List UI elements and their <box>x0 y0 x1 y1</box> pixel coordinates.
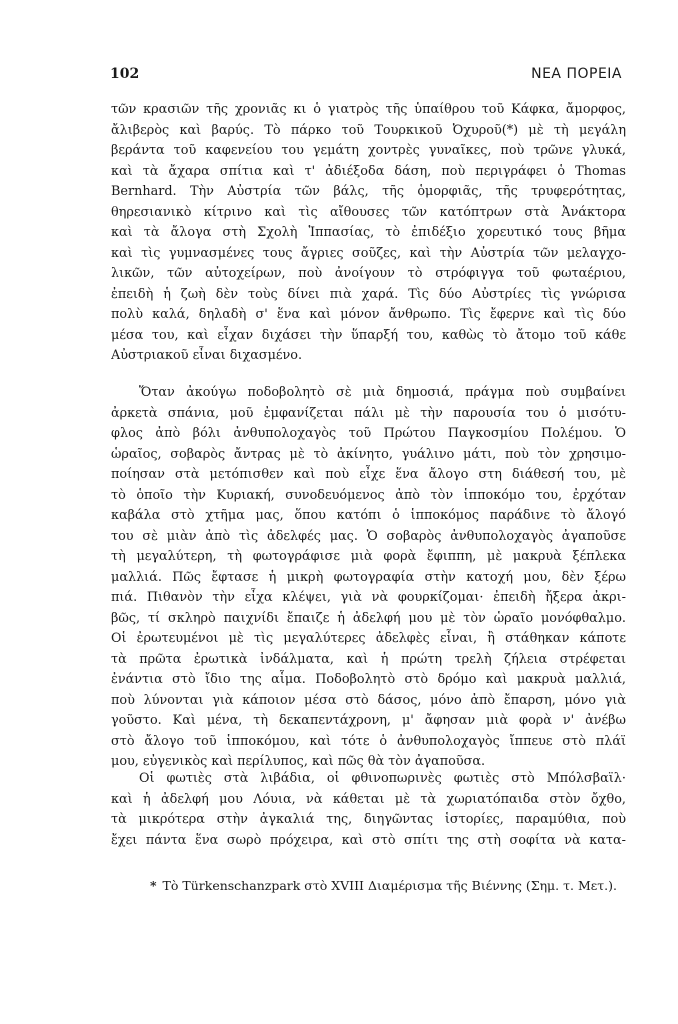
text-line: μέσα του, καὶ εἶχαν διχάσει τὴν ὕπαρξή του, καθὼς τὸ ἄτομο τοῦ κάθε <box>111 327 626 343</box>
text-line: καὶ τὶς γυμνασμένες τους ἄγριες σοῦζες, καὶ τὴν Αὐστρία τῶν μελαγχο- <box>111 245 626 261</box>
text-line: τὰ μικρότερα στὴν ἀγκαλιά της, διηγῶντας ἱστορίες, παραμύθια, ποὺ <box>111 812 626 827</box>
text-line: τῶν κρασιῶν τῆς χρονιᾶς κι ὁ γιατρὸς τῆς ὑπαίθρου τοῦ Κάφκα, ἄμορφος, <box>111 102 626 117</box>
text-line: μου, εὐγενικὸς καὶ περίλυπος, καὶ πῶς θὰ τὸν ἀγαποῦσα. <box>111 754 486 769</box>
text-line: του σὲ μιὰν ἀπὸ τὶς ἀδελφές μας. Ὁ σοβαρὸς ἀνθυπολοχαγὸς ἀγαποῦσε <box>111 528 626 544</box>
text-line: στὸ ἄλογο τοῦ ἱπποκόμου, καὶ τότε ὁ ἀνθυπολοχαγὸς ἴππευε στὸ πλάϊ <box>111 733 626 749</box>
text-line: Οἱ ἐρωτευμένοι μὲ τὶς μεγαλύτερες ἀδελφὲς εἶναι, ἢ στάθηκαν κάποτε <box>111 631 626 646</box>
text-line: Bernhard. Τὴν Αὐστρία τῶν βάλς, τῆς ὁμορφιᾶς, τῆς τρυφερότητας, <box>111 184 626 199</box>
text-line: καὶ τὰ ἄλογα στὴ Σχολὴ Ἱππασίας, τὸ ἐπιδέξιο χορευτικό τους βῆμα <box>111 225 626 240</box>
text-line: ἄλιβερὸς καὶ βαρύς. Τὸ πάρκο τοῦ Τουρκικοῦ Ὀχυροῦ(*) μὲ τὴ μεγάλη <box>111 122 626 138</box>
text-line: βεράντα τοῦ καφενείου του γεμάτη χοντρὲς γυναῖκες, ποὺ τρῶνε γλυκά, <box>111 143 626 158</box>
paragraph-1 <box>111 100 626 367</box>
running-head: ΝΕΑ ΠΟΡΕΙΑ <box>531 66 622 82</box>
paragraph-2 <box>111 383 626 773</box>
text-line: ποίησαν στὰ μετόπισθεν καὶ ποὺ εἶχε ἕνα ἄλογο στη διάθεσή του, μὲ <box>111 467 626 482</box>
text-line: ποὺ λύνονται γιὰ κάποιον μέσα στὸ δάσος, μόνο ἀπὸ ἔπαρση, μόνο γιὰ <box>111 692 626 708</box>
text-line: ἀρκετὰ σπάνια, μοῦ ἐμφανίζεται πάλι μὲ τὴν παρουσία του ὁ μισότυ- <box>111 405 626 421</box>
text-line: καὶ τὰ ἄχαρα σπίτια καὶ τ' ἀδιέξοδα δάση, ποὺ περιγράφει ὁ Thomas <box>111 163 626 179</box>
page-header <box>110 66 622 86</box>
text-line: λικῶν, τῶν αὐτοχείρων, ποὺ ἀνοίγουν τὸ στρόφιγγα τοῦ φωταέριου, <box>111 266 626 281</box>
text-line: ἔχει πάντα ἕνα σωρὸ πρόχειρα, καὶ στὸ σπίτι της στὴ σοφίτα νὰ κατα- <box>111 832 626 848</box>
text-line: ἐνάντια στὸ ἴδιο της αἷμα. Ποδοβολητὸ στὸ δρόμο καὶ μακρυὰ μαλλιά, <box>111 672 626 687</box>
text-line: τὴ μεγαλύτερη, τὴ φωτογράφισε μιὰ φορὰ ἔφιππη, μὲ μακρυὰ ξέπλεκα <box>111 549 626 564</box>
text-line: καὶ ἡ ἀδελφή μου Λόυια, νὰ κάθεται μὲ τὰ χωριατόπαιδα στὸν ὄχθο, <box>111 791 626 807</box>
footnote-marker: * <box>150 878 157 893</box>
text-line: θηρεσιανικὸ κίτρινο καὶ τὶς αἴθουσες τῶν κατόπτρων στὰ Ἀνάκτορα <box>111 204 626 220</box>
paragraph-3 <box>111 769 626 851</box>
text-line: Οἱ φωτιὲς στὰ λιβάδια, οἱ φθινοπωρινὲς φωτιὲς στὸ Μπόλσβαϊλ· <box>139 771 626 786</box>
text-line: καβάλα στὸ χτῆμα μας, ὅπου κατόπι ὁ ἱπποκόμος παράδινε τὸ ἄλογό <box>111 508 626 523</box>
page-number: 102 <box>110 66 140 82</box>
text-line: βῶς, τί σκληρὸ παιχνίδι ἔπαιζε ἡ ἀδελφή μου μὲ τὸν ὡραῖο μονόφθαλμο. <box>111 610 626 626</box>
text-line: τὰ πρῶτα ἐρωτικὰ ἰνδάλματα, καὶ ἡ πρώτη τρελὴ ζήλεια στρέφεται <box>111 651 626 667</box>
text-line: φλος ἀπὸ βόλι ἀνθυπολοχαγὸς τοῦ Πρώτου Παγκοσμίου Πολέμου. Ὁ <box>111 426 626 441</box>
text-line: τὸ ὁποῖο τὴν Κυριακή, συνοδευόμενος ἀπὸ τὸν ἱπποκόμο του, ἐρχόταν <box>111 487 626 503</box>
footnote-text: Τὸ Türkenschanzpark στὸ XVIII Διαμέρισμα τῆς Βιέννης (Σημ. τ. Μετ.). <box>162 878 618 893</box>
text-line: ὡραῖος, σοβαρὸς ἄντρας μὲ τὸ ἀκίνητο, γυάλινο μάτι, ποὺ τὸν χρησιμο- <box>111 446 626 462</box>
footnote <box>150 878 617 893</box>
text-line: ἐπειδὴ ἡ ζωὴ δὲν τοὺς δίνει πιὰ χαρά. Τὶς δύο Αὐστρίες τὶς γνώρισα <box>111 286 626 302</box>
text-line: Ὅταν ἀκούγω ποδοβολητὸ σὲ μιὰ δημοσιά, πράγμα ποὺ συμβαίνει <box>139 385 626 400</box>
text-line: πιά. Πιθανὸν τὴν εἶχα κλέψει, γιὰ νὰ φουρκίζομαι· ἐπειδὴ ἤξερα ἀκρι- <box>111 590 626 605</box>
text-line: πολὺ καλά, δηλαδὴ σ' ἕνα καὶ μόνον ἄνθρωπο. Τὶς ἔφερνε καὶ τὶς δύο <box>111 307 626 322</box>
text-line: γοῦστο. Καὶ μένα, τὴ δεκαπεντάχρονη, μ' ἄφησαν μιὰ φορὰ ν' ἀνέβω <box>111 713 626 728</box>
text-line: μαλλιά. Πῶς ἔφτασε ἡ μικρὴ φωτογραφία στὴν κατοχή μου, δὲν ξέρω <box>111 569 626 585</box>
text-line: Αὐστριακοῦ εἶναι διχασμένο. <box>111 348 303 363</box>
